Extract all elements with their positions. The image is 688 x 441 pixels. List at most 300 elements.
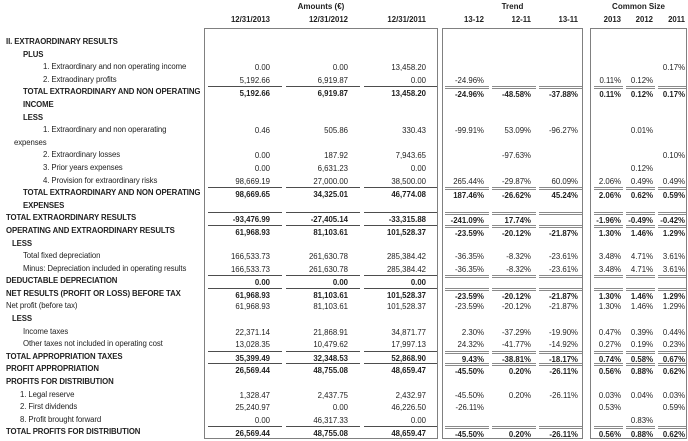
table-row	[0, 86, 688, 111]
amount-cell: 505.86	[324, 126, 348, 136]
row-label: TOTAL EXTRAORDINARY AND NON OPERATING	[23, 87, 201, 97]
row-label-cell	[0, 86, 204, 111]
common-size-cell	[658, 414, 687, 427]
table-row	[0, 376, 688, 389]
amount-cell: 48,755.08	[286, 363, 360, 376]
trend-cell: -20.12%	[501, 302, 531, 312]
common-size-cell: 0.23%	[662, 340, 685, 350]
row-label: LESS	[12, 238, 32, 248]
row-label-cell	[0, 212, 204, 225]
trend-cell	[539, 49, 583, 62]
common-size-group	[591, 49, 688, 62]
table-row	[0, 36, 688, 49]
amount-cell: 32,348.53	[286, 351, 360, 364]
row-label: LESS	[23, 112, 43, 122]
amount-cell	[286, 376, 360, 389]
common-size-group	[591, 288, 688, 301]
common-size-cell: -0.42%	[658, 212, 687, 225]
trend-cell: -36.35%	[454, 264, 484, 274]
amounts-group	[204, 300, 438, 313]
common-size-group	[591, 326, 688, 339]
column-headers-row	[0, 13, 688, 26]
trend-cell: -8.32%	[506, 252, 531, 262]
amounts-group	[204, 112, 438, 125]
trend-cell	[492, 112, 536, 125]
amount-cell: 0.00	[410, 163, 426, 173]
row-label-line2: INCOME	[23, 99, 54, 109]
common-size-cell: 0.88%	[626, 363, 655, 376]
trend-cell	[539, 238, 583, 251]
common-size-cell: 0.12%	[630, 75, 653, 85]
table-row	[0, 300, 688, 313]
trend-group	[442, 338, 583, 351]
trend-cell	[492, 376, 536, 389]
trend-cell	[539, 74, 583, 87]
amounts-group	[204, 275, 438, 288]
row-label: 1. Extraordinary and non operating income	[43, 62, 187, 72]
trend-cell: -45.50%	[454, 390, 484, 400]
common-size-cell: 0.44%	[662, 327, 685, 337]
common-size-group	[591, 338, 688, 351]
amount-cell	[286, 313, 360, 326]
table-row	[0, 187, 688, 212]
common-size-cell: 1.46%	[626, 225, 655, 238]
trend-cell: 9.43%	[445, 351, 489, 364]
row-label: LESS	[12, 314, 32, 324]
amount-cell: 0.00	[254, 151, 270, 161]
row-label: 3. Prior years expenses	[43, 162, 123, 172]
amount-cell: -27,405.14	[286, 212, 360, 225]
amounts-group	[204, 401, 438, 414]
amounts-group	[204, 238, 438, 251]
common-size-cell	[626, 376, 655, 389]
trend-cell: 2.30%	[461, 327, 484, 337]
amount-col-header: 12/31/2013	[230, 15, 270, 24]
common-size-col-header: 2011	[668, 15, 685, 24]
amounts-group	[204, 326, 438, 339]
row-label-cell	[0, 275, 204, 288]
trend-group	[442, 401, 583, 414]
amount-col-header: 12/31/2012	[308, 15, 348, 24]
trend-cell: 0.20%	[492, 426, 536, 439]
trend-cell: -29.87%	[501, 176, 531, 186]
common-size-cell	[594, 124, 623, 137]
trend-cell	[492, 162, 536, 175]
trend-cell: -26.11%	[549, 390, 578, 400]
common-size-cell	[658, 124, 687, 137]
common-size-group-title: Common Size	[612, 2, 665, 11]
common-size-cell: 0.03%	[598, 390, 621, 400]
amount-cell: 0.00	[208, 275, 282, 288]
common-size-cell	[658, 238, 687, 251]
amounts-group	[204, 212, 438, 225]
amount-cell: 0.00	[332, 63, 348, 73]
trend-cell: 0.20%	[508, 390, 531, 400]
common-size-cell: 0.47%	[598, 327, 621, 337]
trend-cell	[445, 275, 489, 288]
amount-cell: 2,437.75	[317, 390, 348, 400]
trend-cell	[539, 212, 583, 225]
trend-group	[442, 263, 583, 276]
amount-cell	[208, 313, 282, 326]
amount-cell: 21,868.91	[313, 327, 348, 337]
trend-cell: 265.44%	[453, 176, 484, 186]
amount-cell: 0.00	[254, 415, 270, 425]
trend-cell	[539, 401, 583, 414]
amount-cell: 81,103.61	[313, 302, 348, 312]
common-size-cell: 0.49%	[630, 176, 653, 186]
trend-cell: 60.09%	[551, 176, 578, 186]
amount-cell: 98,669.19	[235, 176, 270, 186]
common-size-cell: 3.61%	[662, 264, 685, 274]
common-size-group	[591, 238, 688, 251]
amount-cell: 6,919.87	[317, 75, 348, 85]
trend-group	[442, 124, 583, 137]
amounts-group	[204, 13, 438, 26]
trend-cell: 187.46%	[445, 187, 489, 200]
amount-cell: 52,868.90	[364, 351, 438, 364]
trend-cell: -20.12%	[492, 225, 536, 238]
common-size-group	[591, 162, 688, 175]
amount-cell: 0.46	[254, 126, 270, 136]
row-label-cell	[0, 263, 204, 276]
amount-cell	[208, 238, 282, 251]
row-label-line2: EXPENSES	[23, 200, 65, 210]
amount-cell	[364, 313, 438, 326]
amount-cell: 285,384.42	[386, 264, 426, 274]
trend-cell: -24.96%	[445, 86, 489, 99]
trend-cell: -24.96%	[454, 75, 484, 85]
trend-group	[442, 175, 583, 188]
amount-cell	[364, 36, 438, 49]
table-row	[0, 426, 688, 439]
amounts-group	[204, 250, 438, 263]
row-label: II. EXTRAORDINARY RESULTS	[6, 37, 118, 46]
trend-group	[442, 326, 583, 339]
row-label-cell	[0, 74, 204, 87]
row-label-cell	[0, 363, 204, 376]
amount-cell: 6,919.87	[286, 86, 360, 99]
table-row	[0, 124, 688, 149]
trend-cell: 17.74%	[492, 212, 536, 225]
trend-group	[442, 250, 583, 263]
common-size-group	[591, 401, 688, 414]
common-size-group	[591, 36, 688, 49]
trend-cell	[445, 61, 489, 74]
trend-group	[442, 149, 583, 162]
trend-cell	[492, 238, 536, 251]
row-label: PROFIT APPROPRIATION	[6, 364, 99, 374]
trend-cell: -23.59%	[454, 302, 484, 312]
row-label-cell	[0, 36, 204, 49]
trend-cell	[445, 49, 489, 62]
amount-cell: 261,630.78	[308, 252, 348, 262]
common-size-group	[591, 149, 688, 162]
trend-col-header: 13-11	[558, 15, 578, 24]
amounts-group	[204, 74, 438, 87]
trend-group	[442, 275, 583, 288]
trend-cell: 53.09%	[504, 126, 531, 136]
common-size-cell	[626, 275, 655, 288]
amounts-group-title: Amounts (€)	[297, 2, 345, 11]
amount-cell: 61,968.93	[208, 288, 282, 301]
common-size-group	[591, 250, 688, 263]
trend-cell: -8.32%	[506, 264, 531, 274]
table-row	[0, 263, 688, 276]
trend-cell: -97.63%	[501, 151, 531, 161]
table-row	[0, 401, 688, 414]
common-size-group	[591, 363, 688, 376]
amount-cell: 17,997.13	[391, 340, 426, 350]
row-label: TOTAL APPROPRIATION TAXES	[6, 351, 123, 361]
common-size-cell	[626, 238, 655, 251]
row-label: 2. Extraordinary losses	[43, 150, 121, 160]
common-size-col-header: 2013	[603, 15, 621, 24]
trend-cell: -38.81%	[492, 351, 536, 364]
common-size-cell	[626, 49, 655, 62]
common-size-group	[591, 112, 688, 125]
common-size-cell: 0.19%	[630, 340, 653, 350]
common-size-cell: 0.62%	[658, 363, 687, 376]
amount-cell: 0.00	[364, 275, 438, 288]
common-size-cell: -0.49%	[626, 212, 655, 225]
amounts-group	[204, 124, 438, 137]
common-size-group	[591, 74, 688, 87]
amount-cell: 13,458.20	[391, 63, 426, 73]
trend-group	[442, 238, 583, 251]
amounts-group	[204, 149, 438, 162]
common-size-cell: 0.39%	[630, 327, 653, 337]
common-size-cell: 0.12%	[626, 86, 655, 99]
trend-cell	[492, 36, 536, 49]
amount-cell: 261,630.78	[308, 264, 348, 274]
common-size-cell: 3.61%	[662, 252, 685, 262]
common-size-cell	[594, 112, 623, 125]
common-size-cell: 0.56%	[594, 363, 623, 376]
common-size-group	[591, 225, 688, 238]
common-size-cell	[658, 313, 687, 326]
common-size-group	[591, 426, 688, 439]
trend-cell: -21.87%	[539, 225, 583, 238]
row-label-cell	[0, 300, 204, 313]
trend-cell: -21.87%	[539, 288, 583, 301]
row-label: TOTAL PROFITS FOR DISTRIBUTION	[6, 427, 141, 437]
common-size-cell: 0.12%	[630, 163, 653, 173]
common-size-cell: -1.96%	[594, 212, 623, 225]
row-label-cell	[0, 414, 204, 427]
trend-cell: -21.87%	[548, 302, 578, 312]
trend-cell	[445, 313, 489, 326]
row-label-cell	[0, 401, 204, 414]
common-size-cell	[658, 376, 687, 389]
amount-cell	[208, 112, 282, 125]
common-size-cell: 4.71%	[630, 264, 653, 274]
trend-group	[442, 225, 583, 238]
row-label: 1. Extraordinary and non operarating	[43, 125, 167, 135]
trend-cell	[492, 414, 536, 427]
amount-cell: -33,315.88	[364, 212, 438, 225]
trend-cell	[539, 313, 583, 326]
common-size-cell: 0.58%	[626, 351, 655, 364]
common-size-group	[591, 351, 688, 364]
amount-cell	[364, 112, 438, 125]
amounts-group	[204, 263, 438, 276]
row-label: 2. Extraodinary profits	[43, 74, 117, 84]
common-size-group	[591, 124, 688, 137]
trend-cell	[539, 36, 583, 49]
table-row	[0, 338, 688, 351]
trend-cell: -45.50%	[445, 363, 489, 376]
trend-group	[442, 112, 583, 125]
common-size-cell	[594, 149, 623, 162]
row-label: OPERATING AND EXTRAORDINARY RESULTS	[6, 225, 175, 235]
amount-cell: 81,103.61	[286, 225, 360, 238]
common-size-cell	[626, 149, 655, 162]
common-size-cell: 0.59%	[658, 187, 687, 200]
amounts-group	[204, 389, 438, 402]
trend-group	[442, 212, 583, 225]
amount-cell: 22,371.14	[235, 327, 270, 337]
trend-group	[442, 288, 583, 301]
row-label: Other taxes not included in operating cost	[23, 339, 163, 349]
trend-cell: -96.27%	[548, 126, 578, 136]
row-label: Net profit (before tax)	[6, 301, 78, 311]
amount-cell: 26,569.44	[208, 363, 282, 376]
trend-cell: -37.29%	[501, 327, 531, 337]
amounts-group	[204, 376, 438, 389]
common-size-cell: 0.04%	[630, 390, 653, 400]
trend-group	[442, 389, 583, 402]
amount-cell	[208, 49, 282, 62]
common-size-group	[591, 275, 688, 288]
trend-group-title: Trend	[501, 2, 524, 11]
amount-cell	[364, 238, 438, 251]
row-label: Total fixed depreciation	[23, 251, 101, 261]
amount-cell	[286, 112, 360, 125]
row-label-cell	[0, 351, 204, 364]
amounts-group	[204, 162, 438, 175]
trend-cell	[445, 162, 489, 175]
common-size-cell: 0.10%	[662, 151, 685, 161]
amount-col-header: 12/31/2011	[387, 15, 426, 24]
trend-cell	[492, 275, 536, 288]
common-size-cell: 0.53%	[598, 403, 621, 413]
common-size-cell: 0.49%	[662, 176, 685, 186]
table-row	[0, 363, 688, 376]
amount-cell: 10,479.62	[313, 340, 348, 350]
table-row	[0, 175, 688, 188]
amount-cell	[364, 376, 438, 389]
trend-cell	[539, 275, 583, 288]
amount-cell: 0.00	[254, 63, 270, 73]
row-label: 2. First dividends	[20, 402, 78, 412]
common-size-cell: 0.62%	[658, 426, 687, 439]
common-size-group	[591, 389, 688, 402]
trend-group	[442, 13, 583, 26]
amount-cell: 187.92	[324, 151, 348, 161]
amount-cell: 285,384.42	[386, 252, 426, 262]
common-size-cell: 1.30%	[594, 225, 623, 238]
amount-cell: 1,328.47	[239, 390, 270, 400]
row-label-cell	[0, 250, 204, 263]
row-label-cell	[0, 225, 204, 238]
trend-cell: -37.88%	[539, 86, 583, 99]
common-size-cell: 0.83%	[630, 415, 653, 425]
common-size-cell: 2.06%	[598, 176, 621, 186]
row-label-cell	[0, 326, 204, 339]
trend-cell	[445, 112, 489, 125]
row-label: Income taxes	[23, 326, 69, 336]
amount-cell	[208, 36, 282, 49]
common-size-cell	[626, 61, 655, 74]
common-size-col-header: 2012	[635, 15, 653, 24]
amounts-group	[204, 175, 438, 188]
amount-cell: 2,432.97	[395, 390, 426, 400]
common-size-cell: 0.17%	[662, 63, 685, 73]
trend-group	[442, 414, 583, 427]
common-size-cell	[626, 36, 655, 49]
amount-cell: 5,192.66	[208, 86, 282, 99]
common-size-cell	[594, 162, 623, 175]
amount-cell	[208, 376, 282, 389]
common-size-cell: 1.29%	[662, 302, 685, 312]
common-size-group	[591, 414, 688, 427]
amounts-group	[204, 61, 438, 74]
common-size-group	[591, 263, 688, 276]
common-size-group	[591, 86, 688, 99]
table-row	[0, 162, 688, 175]
trend-group	[442, 313, 583, 326]
trend-cell: 24.32%	[457, 340, 484, 350]
trend-group	[442, 376, 583, 389]
amount-cell: 81,103.61	[286, 288, 360, 301]
row-label-cell	[0, 389, 204, 402]
row-label: NET RESULTS (PROFIT OR LOSS) BEFORE TAX	[6, 288, 181, 298]
trend-cell: -241.09%	[445, 212, 489, 225]
trend-cell	[445, 376, 489, 389]
row-label-cell	[0, 61, 204, 74]
table-row	[0, 225, 688, 238]
row-label-cell	[0, 338, 204, 351]
trend-group	[442, 36, 583, 49]
amount-cell: 35,399.49	[208, 351, 282, 364]
trend-group	[442, 61, 583, 74]
row-label: DEDUCTABLE DEPRECIATION	[6, 276, 118, 286]
table-row	[0, 389, 688, 402]
row-label-cell	[0, 313, 204, 326]
table-row	[0, 288, 688, 301]
common-size-cell: 1.30%	[594, 288, 623, 301]
table-row	[0, 61, 688, 74]
common-size-cell: 3.48%	[598, 264, 621, 274]
row-label-cell	[0, 49, 204, 62]
trend-group	[442, 363, 583, 376]
table-row	[0, 112, 688, 125]
common-size-cell: 1.29%	[658, 225, 687, 238]
amount-cell: 101,528.37	[364, 288, 438, 301]
trend-cell: 45.24%	[539, 187, 583, 200]
trend-cell	[539, 376, 583, 389]
row-label-cell	[0, 175, 204, 188]
amount-cell: 34,871.77	[391, 327, 426, 337]
common-size-cell: 0.88%	[626, 426, 655, 439]
table-row	[0, 238, 688, 251]
trend-cell: -14.92%	[548, 340, 578, 350]
trend-cell: -18.17%	[539, 351, 583, 364]
trend-cell	[445, 149, 489, 162]
amount-cell: 48,659.47	[364, 363, 438, 376]
common-size-cell	[594, 414, 623, 427]
